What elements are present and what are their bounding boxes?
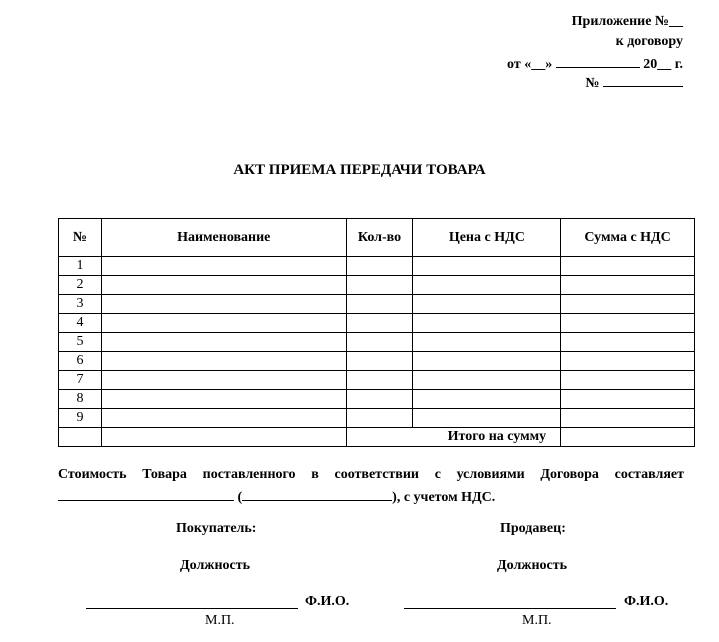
table-row — [59, 276, 695, 295]
row-number: 7 — [59, 371, 102, 390]
table-row — [59, 371, 695, 390]
row-number: 6 — [59, 352, 102, 371]
name-cell[interactable] — [101, 409, 346, 428]
column-header-price: Цена с НДС — [413, 219, 561, 257]
table-row — [59, 257, 695, 276]
contract-date — [507, 53, 683, 73]
seller-signature-line[interactable] — [404, 607, 616, 609]
price-cell[interactable] — [413, 390, 561, 409]
table-row — [59, 295, 695, 314]
qty-cell[interactable] — [346, 409, 413, 428]
qty-cell[interactable] — [346, 276, 413, 295]
buyer-fio: Ф.И.О. — [305, 594, 350, 609]
name-cell[interactable] — [101, 333, 346, 352]
sum-cell[interactable] — [561, 276, 695, 295]
buyer-label: Покупатель: — [176, 521, 257, 536]
name-cell[interactable] — [101, 390, 346, 409]
price-cell[interactable] — [413, 352, 561, 371]
name-cell[interactable] — [101, 314, 346, 333]
table-header — [59, 219, 695, 257]
qty-cell[interactable] — [346, 390, 413, 409]
table-row — [59, 409, 695, 428]
total-empty-cell — [59, 428, 102, 447]
qty-cell[interactable] — [346, 371, 413, 390]
date-blank — [556, 53, 640, 68]
price-cell[interactable] — [413, 371, 561, 390]
name-cell[interactable] — [101, 257, 346, 276]
column-header-qty: Кол-во — [346, 219, 413, 257]
name-cell[interactable] — [101, 352, 346, 371]
sum-cell[interactable] — [561, 409, 695, 428]
sum-cell[interactable] — [561, 257, 695, 276]
page-title: АКТ ПРИЕМА ПЕРЕДАЧИ ТОВАРА — [233, 162, 486, 178]
sum-cell[interactable] — [561, 390, 695, 409]
table-row — [59, 314, 695, 333]
appendix-number: Приложение №__ — [571, 14, 683, 29]
total-sum-cell[interactable] — [561, 428, 695, 447]
row-number: 1 — [59, 257, 102, 276]
table-row — [59, 352, 695, 371]
price-cell[interactable] — [413, 333, 561, 352]
row-number: 8 — [59, 390, 102, 409]
buyer-stamp: М.П. — [205, 613, 235, 628]
column-header-name: Наименование — [101, 219, 346, 257]
name-cell[interactable] — [101, 371, 346, 390]
goods-table — [58, 218, 695, 447]
seller-stamp: М.П. — [522, 613, 552, 628]
qty-cell[interactable] — [346, 352, 413, 371]
number-blank — [603, 72, 683, 87]
cost-statement: Стоимость Товара поставленного в соответствии с условиями Договора составляет — [58, 467, 684, 482]
total-label: Итого на сумму — [346, 428, 561, 447]
sum-cell[interactable] — [561, 371, 695, 390]
price-cell[interactable] — [413, 295, 561, 314]
qty-cell[interactable] — [346, 314, 413, 333]
qty-cell[interactable] — [346, 295, 413, 314]
table-row — [59, 333, 695, 352]
buyer-signature-line[interactable] — [86, 607, 298, 609]
cost-amount-line — [58, 486, 495, 506]
qty-cell[interactable] — [346, 257, 413, 276]
sum-cell[interactable] — [561, 352, 695, 371]
row-number: 4 — [59, 314, 102, 333]
price-cell[interactable] — [413, 314, 561, 333]
column-header-number: № — [59, 219, 102, 257]
row-number: 5 — [59, 333, 102, 352]
table-row — [59, 390, 695, 409]
amount-words-blank[interactable] — [242, 486, 392, 501]
contract-number — [585, 72, 683, 92]
seller-label: Продавец: — [500, 521, 566, 536]
sum-cell[interactable] — [561, 333, 695, 352]
row-number: 3 — [59, 295, 102, 314]
vat-suffix: ), с учетом НДС. — [392, 490, 496, 505]
date-year: 20__ г. — [643, 57, 683, 72]
total-empty-cell — [101, 428, 346, 447]
seller-position: Должность — [497, 558, 568, 573]
sum-cell[interactable] — [561, 314, 695, 333]
seller-fio: Ф.И.О. — [624, 594, 669, 609]
qty-cell[interactable] — [346, 333, 413, 352]
contract-reference: к договору — [615, 34, 683, 49]
row-number: 9 — [59, 409, 102, 428]
price-cell[interactable] — [413, 276, 561, 295]
sum-cell[interactable] — [561, 295, 695, 314]
name-cell[interactable] — [101, 295, 346, 314]
price-cell[interactable] — [413, 257, 561, 276]
amount-digits-blank[interactable] — [58, 486, 234, 501]
buyer-position: Должность — [180, 558, 251, 573]
total-row — [59, 428, 695, 447]
number-sign: № — [585, 76, 600, 91]
column-header-sum: Сумма с НДС — [561, 219, 695, 257]
row-number: 2 — [59, 276, 102, 295]
open-paren: ( — [237, 490, 243, 505]
date-prefix: от «__» — [507, 57, 553, 72]
name-cell[interactable] — [101, 276, 346, 295]
price-cell[interactable] — [413, 409, 561, 428]
